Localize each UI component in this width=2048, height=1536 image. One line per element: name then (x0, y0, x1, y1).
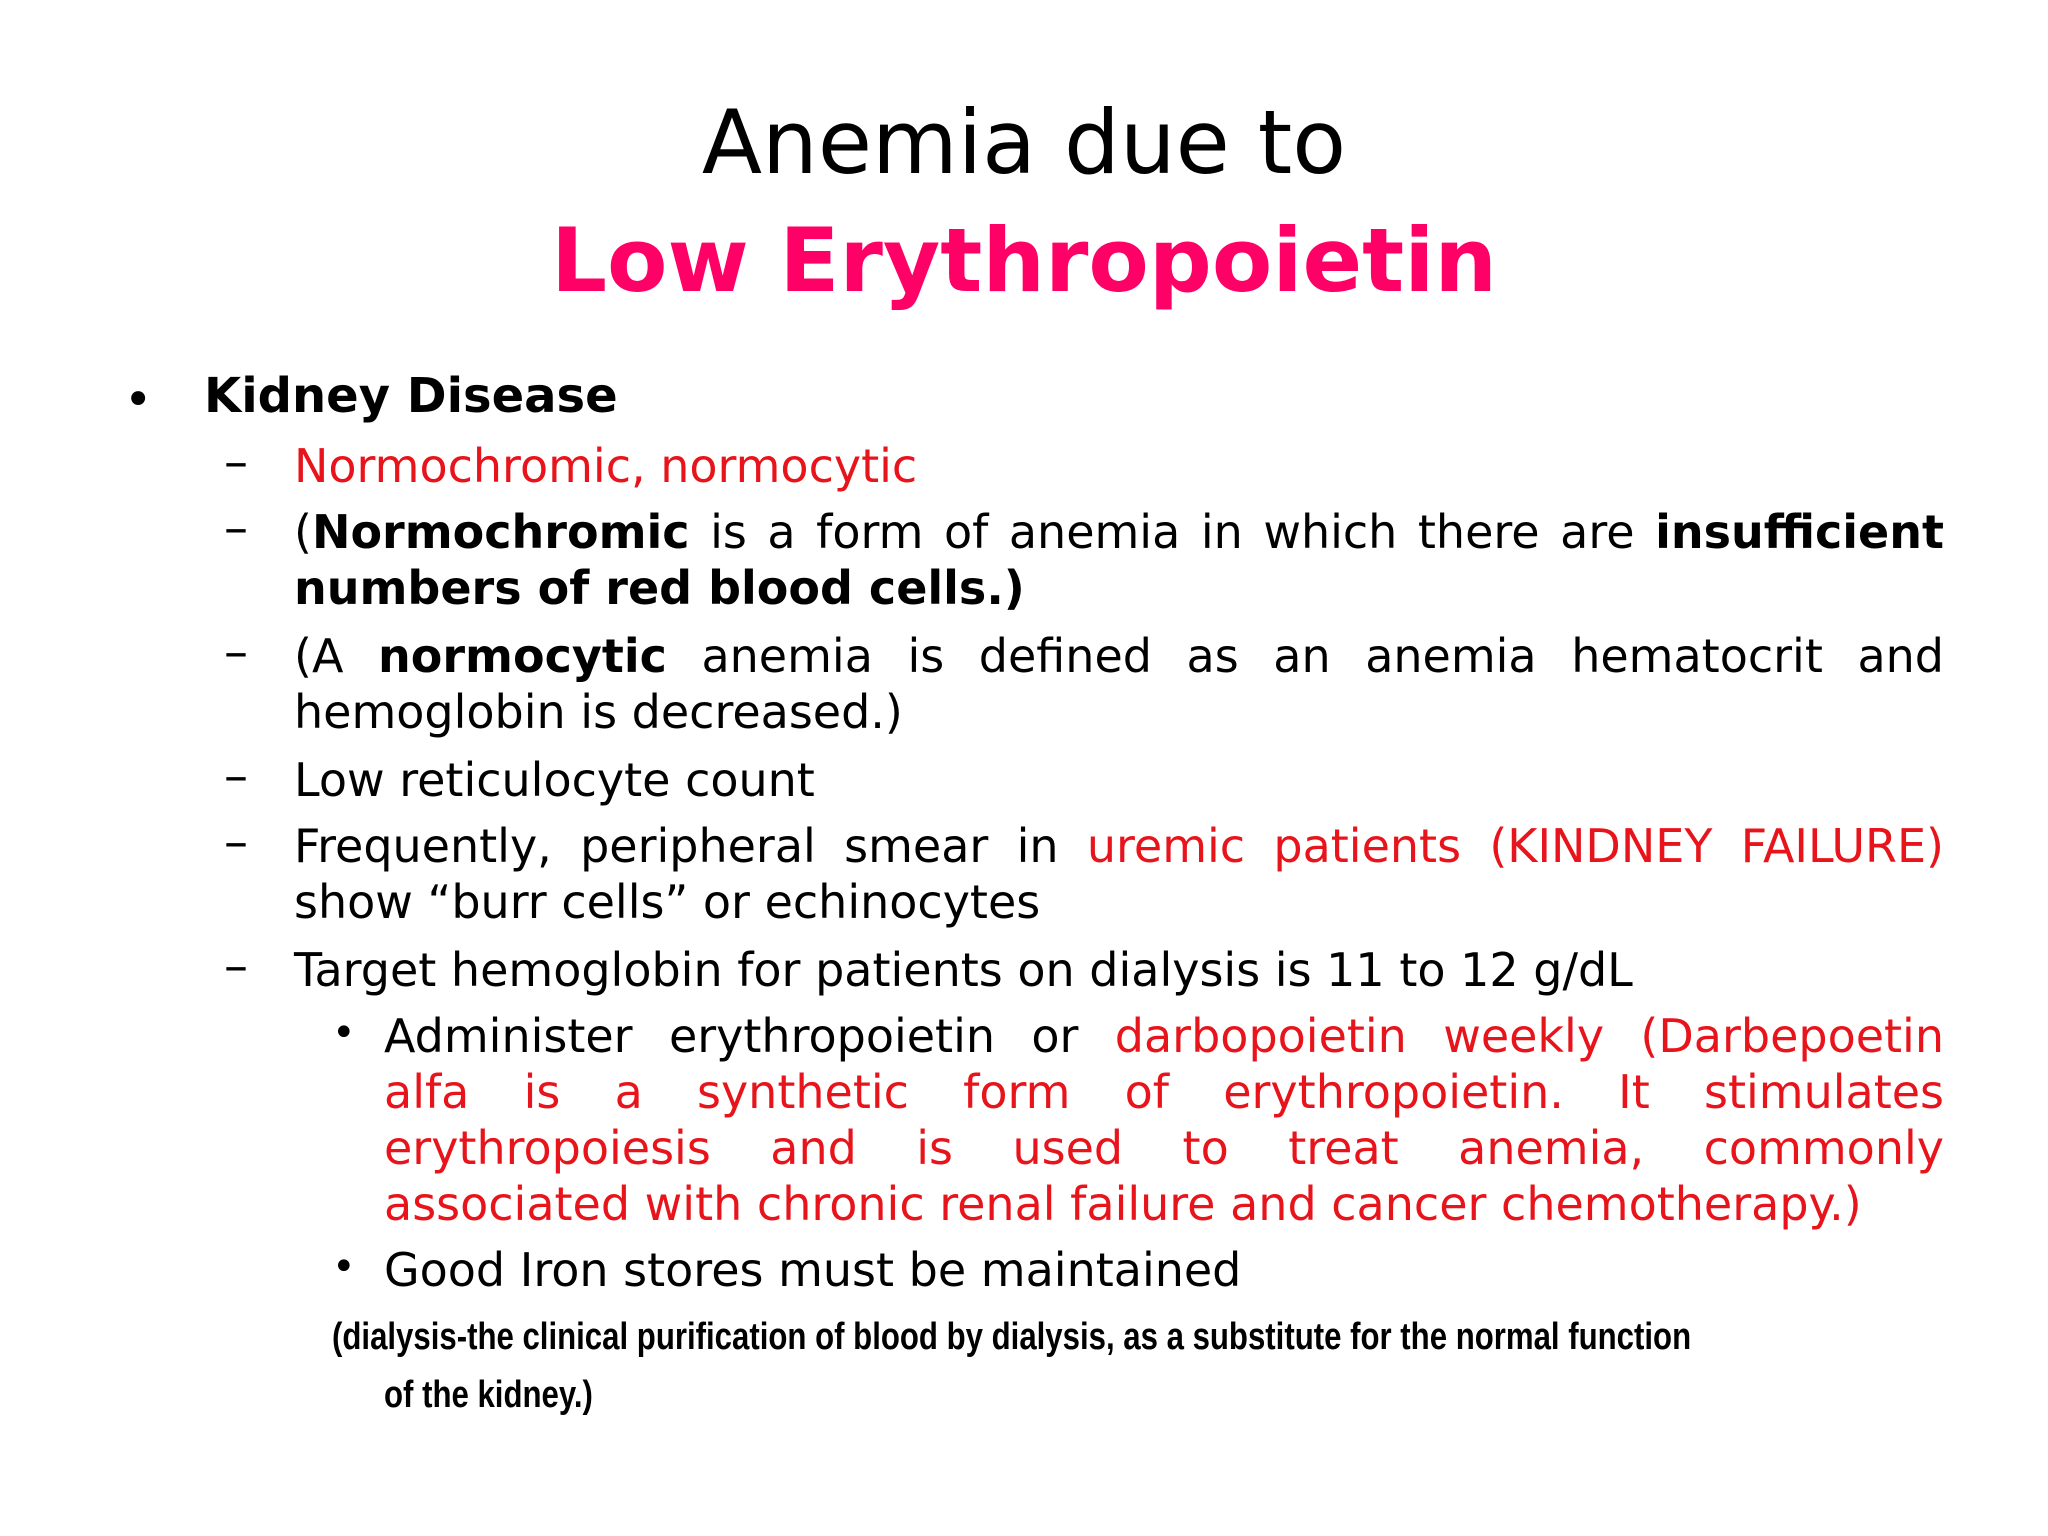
term-insufficient: insufficient (1655, 505, 1944, 559)
paren-close: ) (1003, 561, 1025, 615)
sub-item-normocytic-definition (294, 628, 1944, 684)
dash-marker: – (224, 500, 248, 556)
administer-text: Administer erythropoietin or (384, 1009, 1115, 1063)
sub-sub-item-administer-line2: alfa is a synthetic form of erythropoietin. It stimulates (384, 1065, 1944, 1119)
bullet-marker: • (124, 372, 153, 428)
paren-open: ( (294, 505, 312, 559)
sub-sub-item-iron-stores: Good Iron stores must be maintained (384, 1243, 1242, 1297)
dash-marker: – (224, 938, 248, 994)
term-red-blood-cells: numbers of red blood cells. (294, 561, 1004, 615)
sub-item-low-reticulocyte: Low reticulocyte count (294, 753, 815, 807)
sub-item-normochromic-definition-line2 (294, 560, 1025, 616)
term-normocytic: normocytic (378, 629, 667, 683)
sub-sub-item-administer-line4: associated with chronic renal failure and cancer chemotherapy.) (384, 1177, 1862, 1231)
sub-sub-item-administer-line3: erythropoiesis and is used to treat anemia, commonly (384, 1121, 1944, 1175)
dialysis-footnote-line1: (dialysis-the clinical purification of blood by dialysis, as a substitute for the normal function (332, 1316, 1692, 1358)
sub-item-normochromic-definition (294, 504, 1944, 560)
title-line-2: Low Erythropoietin (550, 209, 1498, 312)
darbopoietin-text: darbopoietin weekly (Darbepoetin (1114, 1009, 1944, 1063)
dialysis-footnote-line2: of the kidney.) (384, 1374, 593, 1416)
sub-item-peripheral-smear-line2: show “burr cells” or echinocytes (294, 875, 1041, 929)
dash-marker: – (224, 624, 248, 680)
sub-bullet-marker: • (332, 1010, 356, 1056)
definition-text: is a form of anemia in which there are (689, 505, 1656, 559)
paren-open-a: (A (294, 629, 379, 683)
sub-sub-item-administer-line1 (384, 1008, 1944, 1064)
sub-bullet-marker: • (332, 1244, 356, 1290)
dash-marker: – (224, 748, 248, 804)
sub-item-normochromic-normocytic: Normochromic, normocytic (294, 439, 918, 493)
sub-item-peripheral-smear (294, 818, 1944, 874)
dash-marker: – (224, 434, 248, 490)
dash-marker: – (224, 814, 248, 870)
sub-item-target-hemoglobin: Target hemoglobin for patients on dialysis is 11 to 12 g/dL (294, 943, 1633, 997)
smear-text: Frequently, peripheral smear in (294, 819, 1087, 873)
term-normochromic: Normochromic (311, 505, 690, 559)
sub-item-normocytic-definition-line2: hemoglobin is decreased.) (294, 685, 903, 739)
title-line-1: Anemia due to (701, 91, 1347, 194)
definition-text: anemia is defined as an anemia hematocrit and (666, 629, 1944, 683)
main-bullet-kidney-disease: Kidney Disease (204, 368, 618, 424)
uremic-patients-text: uremic patients (KINDNEY FAILURE) (1086, 819, 1944, 873)
